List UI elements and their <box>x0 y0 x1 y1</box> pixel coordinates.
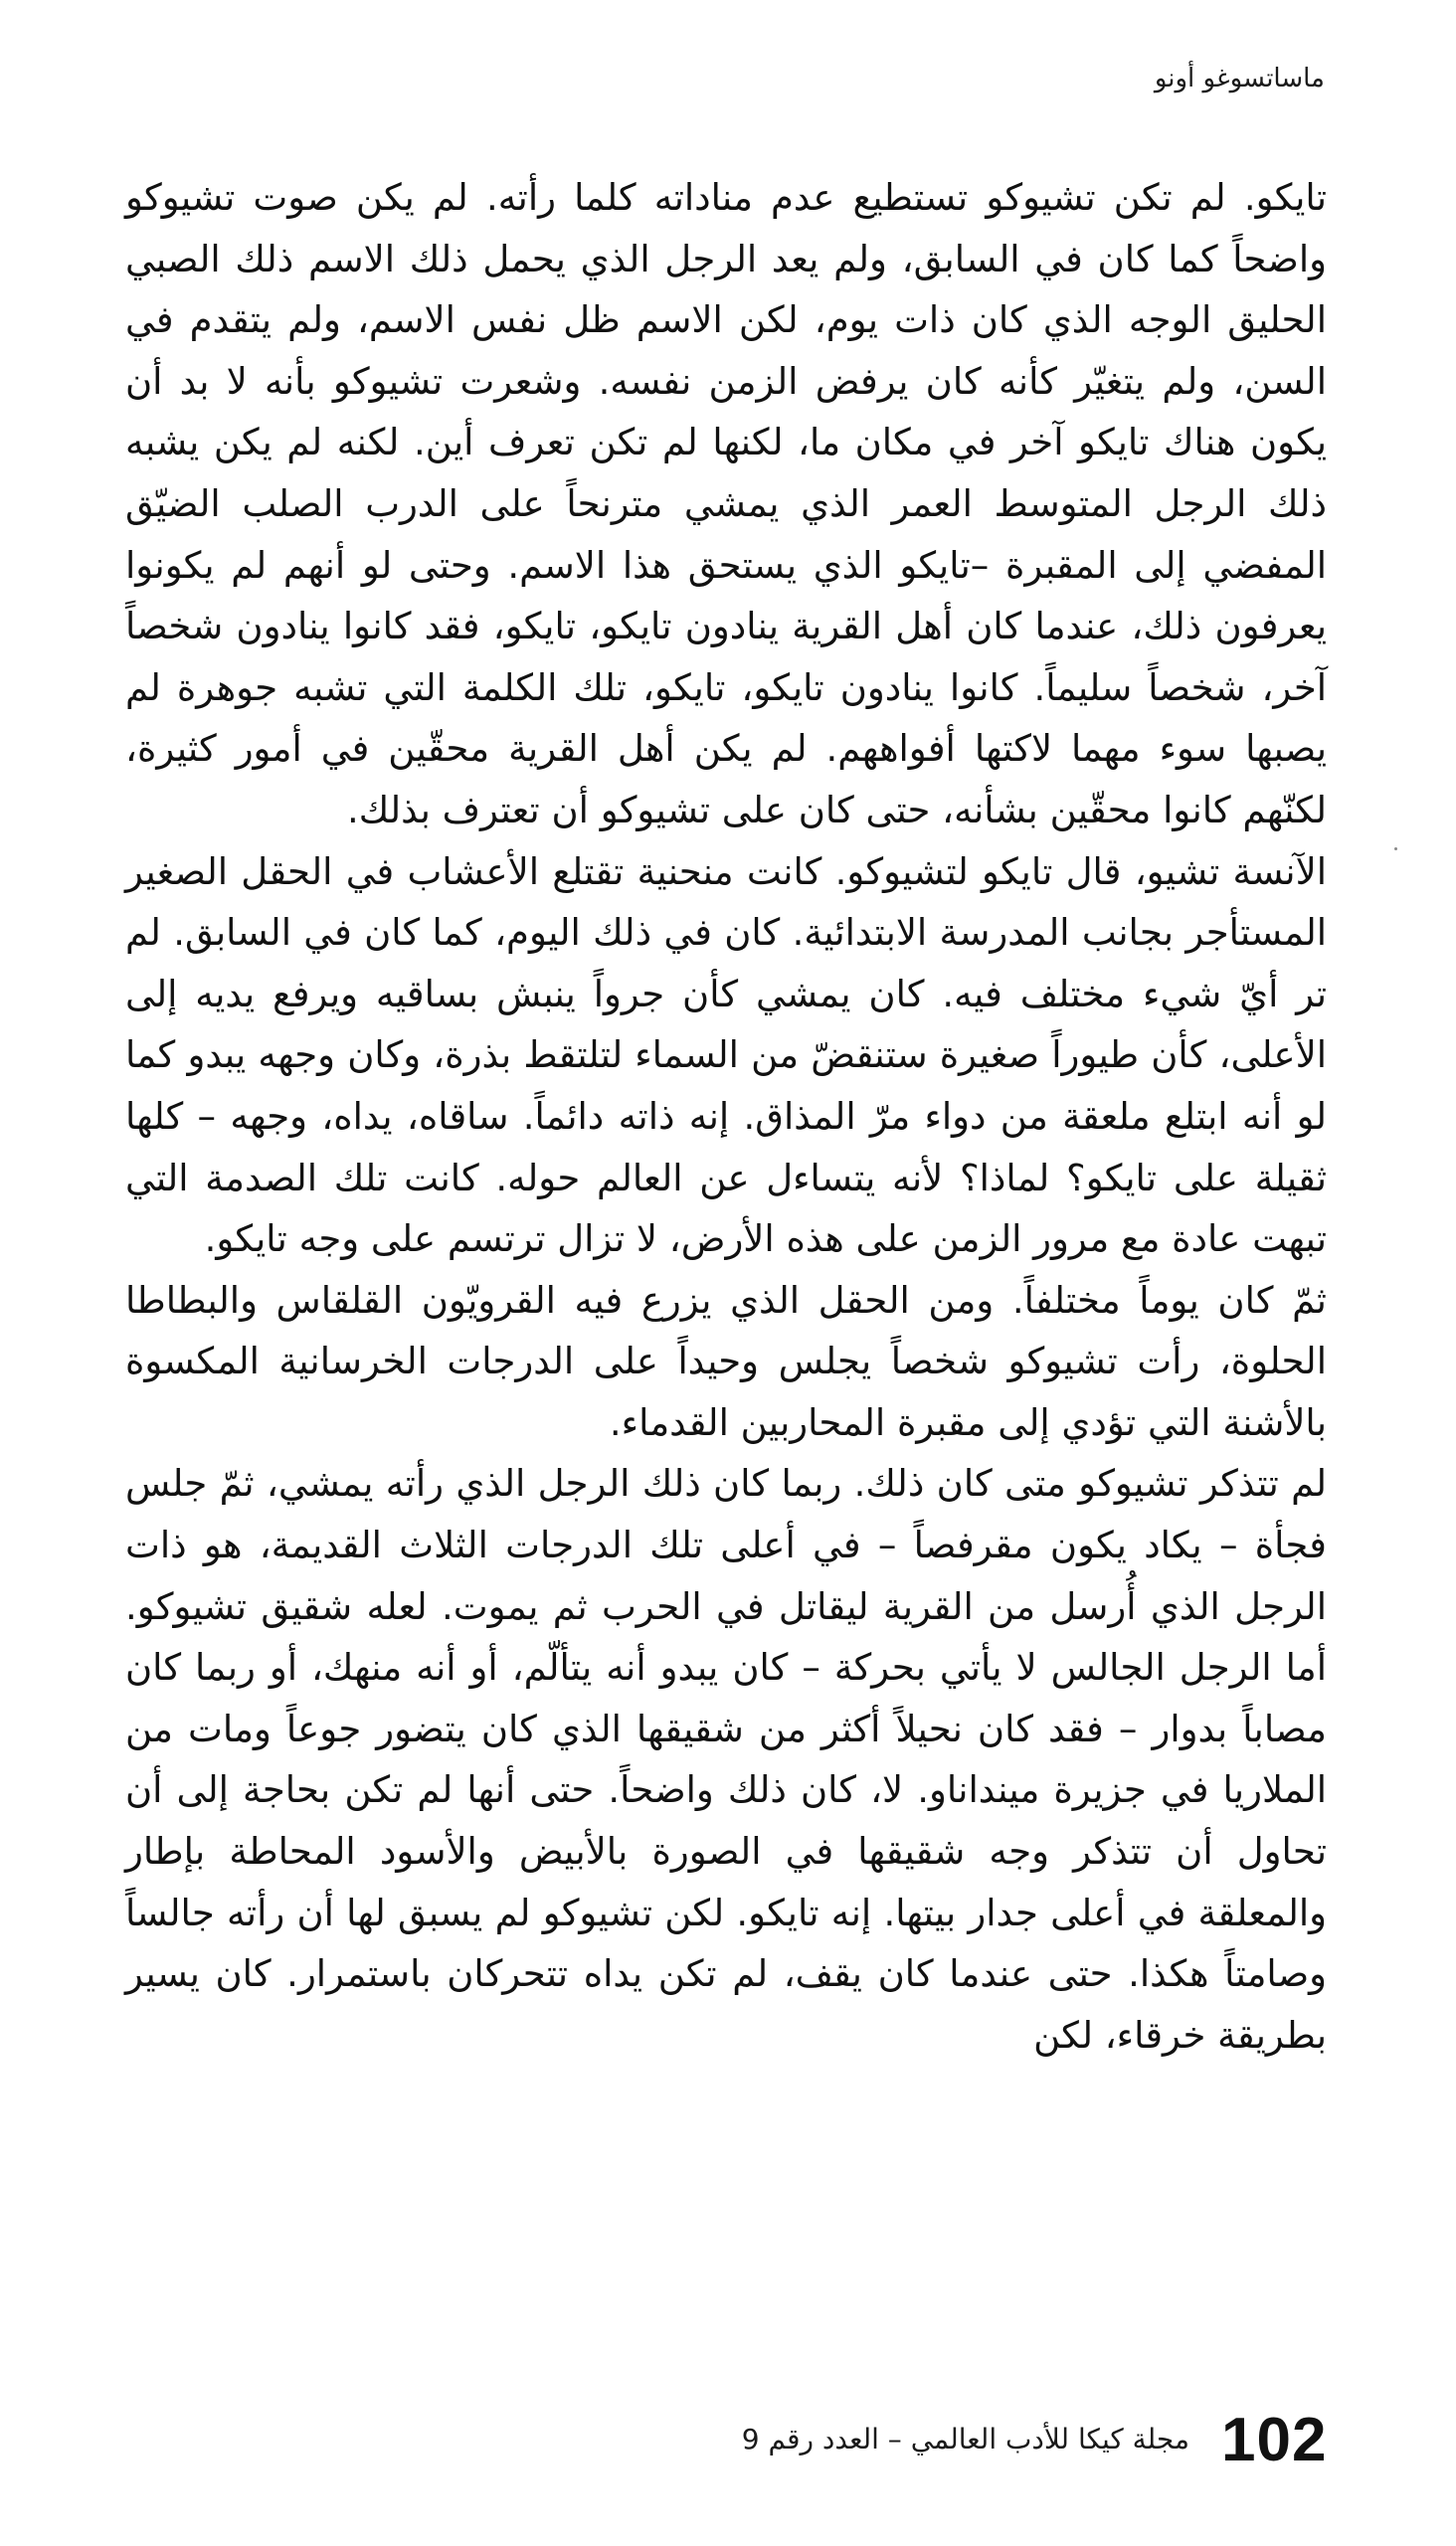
paragraph-4: لم تتذكر تشيوكو متى كان ذلك. ربما كان ذلك الرجل الذي رأته يمشي، ثمّ جلس فجأة – يكاد يكون مقرفصاً – في أعلى تلك الدرجات الثلاث القديمة، هو ذات الرجل الذي أُرسل من القرية ليقاتل في الحرب ثم يموت. لعله شقيق تشيوكو. أما الرجل الجالس لا يأتي بحركة – كان يبدو أنه يتألّم، أو أنه منهك، أو ربما كان مصاباً بدوار – فقد كان نحيلاً أكثر من شقيقها الذي كان يتضور جوعاً ومات من الملاريا في جزيرة مينداناو. لا، كان ذلك واضحاً. حتى أنها لم تكن بحاجة إلى أن تحاول أن تتذكر وجه شقيقها في الصورة بالأبيض والأسود المحاطة بإطار والمعلقة في أعلى جدار بيتها. إنه تايكو. لكن تشيوكو لم يسبق لها أن رأته جالساً وصامتاً هكذا. حتى عندما كان يقف، لم تكن يداه تتحركان باستمرار. كان يسير بطريقة خرقاء، لكن <box>125 1462 1327 2057</box>
scan-speck <box>1394 847 1397 850</box>
running-header-author: ماساتسوغو أونو <box>1154 64 1325 93</box>
paragraph-3: ثمّ كان يوماً مختلفاً. ومن الحقل الذي يزرع فيه القرويّون القلقاس والبطاطا الحلوة، رأت تشيوكو شخصاً يجلس وحيداً على الدرجات الخرسانية المكسوة بالأشنة التي تؤدي إلى مقبرة المحاربين القدماء. <box>125 1278 1327 1444</box>
article-body <box>125 167 1327 2066</box>
paragraph-1: تايكو. لم تكن تشيوكو تستطيع عدم مناداته كلما رأته. لم يكن صوت تشيوكو واضحاً كما كان في السابق، ولم يعد الرجل الذي يحمل ذلك الاسم ذلك الصبي الحليق الوجه الذي كان ذات يوم، لكن الاسم ظل نفس الاسم، ولم يتقدم في السن، ولم يتغيّر كأنه كان يرفض الزمن نفسه. وشعرت تشيوكو بأنه لا بد أن يكون هناك تايكو آخر في مكان ما، لكنها لم تكن تعرف أين. لكنه لم يكن يشبه ذلك الرجل المتوسط العمر الذي يمشي مترنحاً على الدرب الصلب الضيّق المفضي إلى المقبرة –تايكو الذي يستحق هذا الاسم. وحتى لو أنهم لم يكونوا يعرفون ذلك، عندما كان أهل القرية ينادون تايكو، تايكو، فقد كانوا ينادون شخصاً آخر، شخصاً سليماً. كانوا ينادون تايكو، تايكو، تلك الكلمة التي تشبه جوهرة لم يصبها سوء مهما لاكتها أفواههم. لم يكن أهل القرية محقّين في أمور كثيرة، لكنّهم كانوا محقّين بشأنه، حتى كان على تشيوكو أن تعترف بذلك. <box>125 176 1327 831</box>
paragraph-2: الآنسة تشيو، قال تايكو لتشيوكو. كانت منحنية تقتلع الأعشاب في الحقل الصغير المستأجر بجانب المدرسة الابتدائية. كان في ذلك اليوم، كما كان في السابق. لم تر أيّ شيء مختلف فيه. كان يمشي كأن جرواً ينبش بساقيه ويرفع يديه إلى الأعلى، كأن طيوراً صغيرة ستنقضّ من السماء لتلتقط بذرة، وكان وجهه يبدو كما لو أنه ابتلع ملعقة من دواء مرّ المذاق. إنه ذاته دائماً. ساقاه، يداه، وجهه – كلها ثقيلة على تايكو؟ لماذا؟ لأنه يتساءل عن العالم حوله. كانت تلك الصدمة التي تبهت عادة مع مرور الزمن على هذه الأرض، لا تزال ترتسم على وجه تايكو. <box>125 849 1327 1261</box>
journal-issue-label: مجلة كيكا للأدب العالمي – العدد رقم 9 <box>741 2423 1189 2455</box>
page-footer <box>0 2405 1456 2504</box>
page-number: 102 <box>1221 2406 1328 2474</box>
